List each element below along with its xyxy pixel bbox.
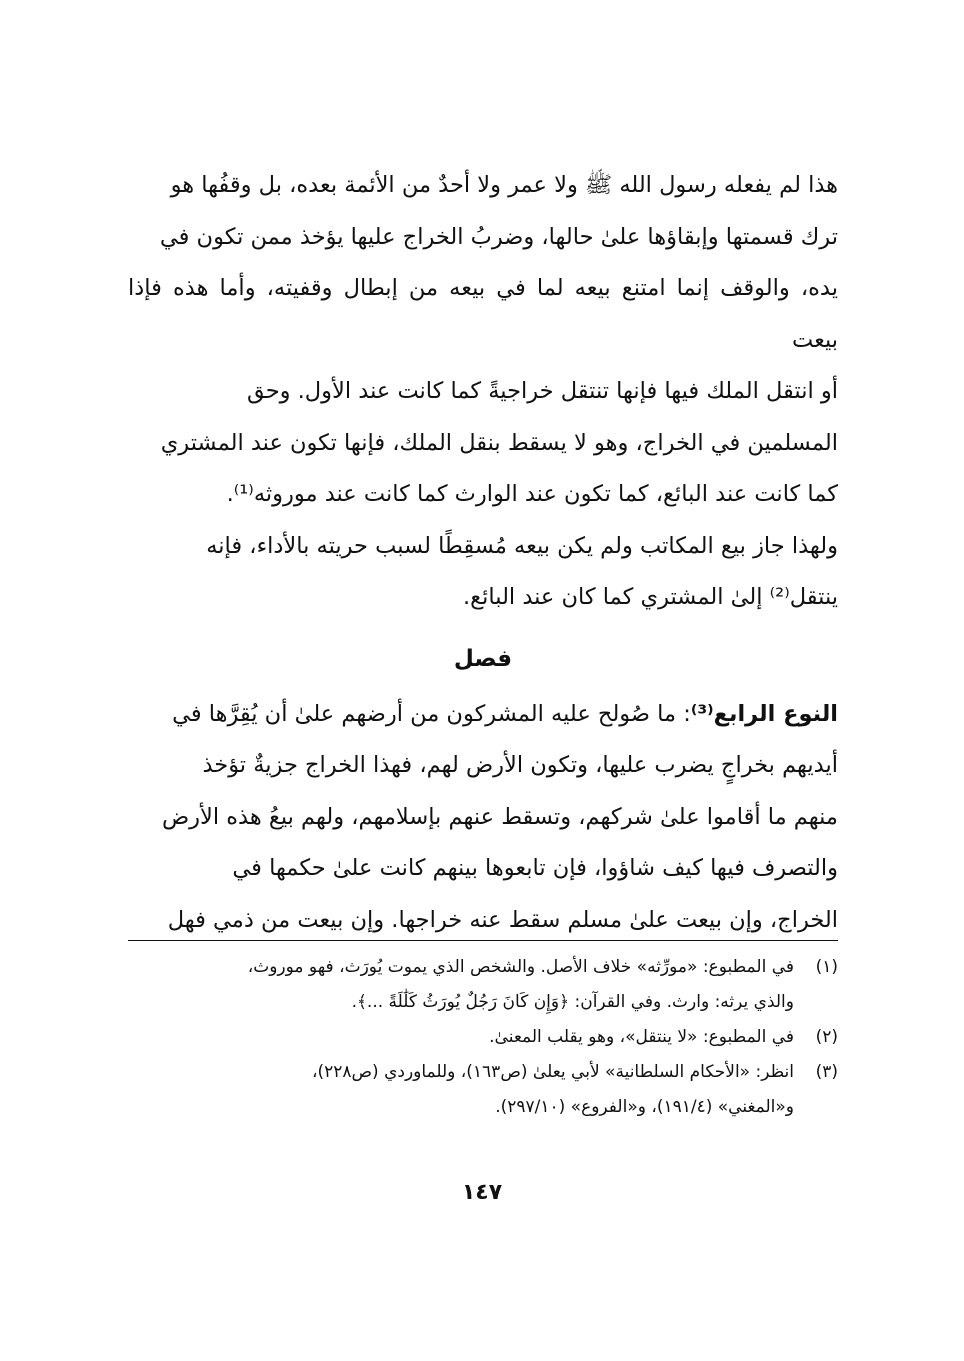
text-line: ينتقل⁽²⁾ إلىٰ المشتري كما كان عند البائع. [463,584,838,610]
text-line [128,689,838,741]
page-number: ١٤٧ [461,1180,503,1205]
text-line: الخراج، وإن بيعت علىٰ مسلم سقط عنه خراجها. وإن بيعت من ذمي فهل [167,906,838,933]
footnote-line: في المطبوع: «لا ينتقل»، وهو يقلب المعنىٰ. [489,1027,794,1047]
footnote-line: في المطبوع: «مورِّثه» خلاف الأصل. والشخص الذي يموت يُورَث، فهو موروث، [247,957,794,977]
footnote-number: (٣) [815,1062,838,1082]
text-line: ترك قسمتها وإبقاؤها علىٰ حالها، وضربُ الخراج عليها يؤخذ ممن تكون في [159,223,838,250]
footnote-2 [128,1020,838,1055]
footnotes [128,950,838,1125]
footnote-line: والذي يرثه: وارث. وفي القرآن: ﴿وَإِن كَانَ رَجُلٌ يُورَثُ كَلَٰلَةً ...﴾. [351,992,794,1012]
footnote-line: انظر: «الأحكام السلطانية» لأبي يعلىٰ (ص١٦٣)، وللماوردي (ص٢٢٨)، [311,1062,794,1082]
footnote-text [128,1020,794,1055]
text-line-rest: : ما صُولح عليه المشركون من أرضهم علىٰ أن يُقِرَّها في [172,700,691,727]
footnote-1 [128,950,838,1020]
footnote-number: (٢) [815,1027,838,1047]
text-line: منهم ما أقاموا علىٰ شركهم، وتسقط عنهم بإسلامهم، ولهم بيعُ هذه الأرض [161,803,838,830]
body-paragraph-1 [128,160,838,624]
body-paragraph-2 [128,689,838,947]
text-line: المسلمين في الخراج، وهو لا يسقط بنقل الملك، فإنها تكون عند المشتري [160,429,838,456]
text-line: يده، والوقف إنما امتنع بيعه لما في بيعه من إبطال وقفيته، وأما هذه فإذا بيعت [128,275,838,353]
footnote-line: و«المغني» (١٩١/٤)، و«الفروع» (٢٩٧/١٠). [495,1097,794,1117]
footnote-text [128,1055,794,1125]
footnote-3 [128,1055,838,1125]
footnote-separator [128,940,838,941]
section-lead-bold: النوع الرابع⁽³⁾ [690,700,838,727]
text-line: أو انتقل الملك فيها فإنها تنتقل خراجيةً كما كانت عند الأول. وحق [246,378,838,404]
footnote-number: (١) [815,957,838,977]
page-body [128,160,838,1117]
section-heading: فصل [453,645,513,672]
text-line: والتصرف فيها كيف شاؤوا، فإن تابعوها بينهم كانت علىٰ حكمها في [232,855,838,881]
text-line: أيديهم بخراجٍ يضرب عليها، وتكون الأرض لهم، فهذا الخراج جزيةٌ تؤخذ [202,752,838,778]
footnote-text [128,950,794,1020]
text-line: ولهذا جاز بيع المكاتب ولم يكن بيعه مُسقِطًا لسبب حريته بالأداء، فإنه [206,532,838,559]
text-line: كما كانت عند البائع، كما تكون عند الوارث كما كانت عند موروثه⁽¹⁾. [226,481,838,507]
text-line: هذا لم يفعله رسول الله ﷺ ولا عمر ولا أحدٌ من الأئمة بعده، بل وقفُها هو [170,172,838,198]
